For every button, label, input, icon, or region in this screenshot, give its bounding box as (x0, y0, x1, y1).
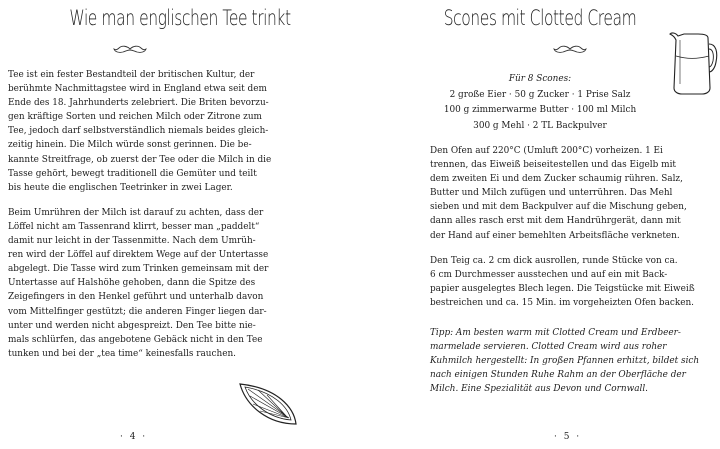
ingredient-line: 100 g zimmerwarme Butter · 100 ml Milch (443, 105, 637, 115)
text-line: bis heute die englischen Teetrinker in zwei Lager. (8, 182, 233, 193)
tip-line: nach einigen Stunden Ruhe Rahm an der Oberfläche der (430, 370, 686, 381)
text-line: Ende des 18. Jahrhunderts zelebriert. Die Briten bevorzu- (8, 98, 269, 109)
text-line: Tee, jedoch darf selbstverständlich niemals beides gleich- (8, 126, 269, 137)
text-line: vom Mittelfinger gestützt; die anderen Finger liegen dar- (8, 306, 267, 317)
text-line: Tasse gehört, bewegt traditionell die Gemüter und teilt (8, 168, 257, 179)
text-line: Tee ist ein fester Bestandteil der britischen Kultur, der (8, 70, 255, 80)
right-page (360, 0, 720, 449)
tip-line: Tipp: Am besten warm mit Clotted Cream und Erdbeer- (430, 328, 681, 338)
text-line: bestreichen und ca. 15 Min. im vorgeheizten Ofen backen. (430, 297, 695, 308)
text-line: zeitig hinein. Die Milch würde sonst gerinnen. Die be- (8, 140, 252, 151)
tip-line: Kuhmilch hergestellt: In großen Pfannen erhitzt, bildet sich (430, 356, 700, 367)
ingredient-line: 300 g Mehl · 2 TL Backpulver (473, 120, 607, 131)
text-line: tunken und bei der „tea time“ keinesfalls rauchen. (8, 348, 236, 359)
text-line: papier ausgelegtes Blech legen. Die Teigstücke mit Eiweiß (430, 283, 695, 294)
left-page-title: Wie man englischen Tee trinkt (69, 6, 291, 30)
mustache-ornament-icon (553, 44, 587, 56)
text-line: trennen, das Eiweiß beiseitestellen und das Eigelb mit (430, 160, 676, 171)
text-line: ren wird der Löffel auf direktem Wege auf der Untertasse (8, 250, 269, 261)
right-page-title: Scones mit Clotted Cream (443, 6, 637, 30)
text-line: Zeigefingers in den Henkel geführt und unterhalb davon (8, 292, 264, 303)
text-line: Den Teig ca. 2 cm dick ausrollen, runde Stücke von ca. (430, 255, 678, 266)
lemon-slice-icon (234, 368, 306, 430)
text-line: dann alles rasch erst mit dem Handrührgerät, dann mit (430, 216, 681, 227)
text-line: gen kräftige Sorten und reichen Milch oder Zitrone zum (8, 112, 262, 123)
page-number-left: · 4 · (120, 432, 148, 442)
recipe-tip (430, 326, 700, 396)
left-body-text (8, 68, 272, 372)
page-number-right: · 5 · (554, 432, 582, 442)
right-body-text (430, 144, 695, 321)
mustache-ornament-icon (113, 44, 147, 56)
text-line: Den Ofen auf 220°C (Umluft 200°C) vorheizen. 1 Ei (430, 146, 663, 156)
recipe-yield: Für 8 Scones: (508, 74, 572, 84)
tip-line: marmelade servieren. Clotted Cream wird aus roher (430, 342, 667, 353)
text-line: Beim Umrühren der Milch ist darauf zu achten, dass der (8, 207, 264, 218)
text-line: Butter und Milch zufügen und unterrühren. Das Mehl (430, 188, 673, 199)
text-line: Löffel nicht am Tassenrand klirrt, besser man „paddelt“ (8, 221, 260, 232)
text-line: mals schlürfen, das angebotene Gebäck nicht in den Tee (8, 334, 263, 345)
ingredient-line: 2 große Eier · 50 g Zucker · 1 Prise Salz (449, 89, 631, 100)
paragraph (430, 144, 690, 243)
text-line: sieben und mit dem Backpulver auf die Mischung geben, (430, 202, 687, 213)
text-line: abgelegt. Die Tasse wird zum Trinken gemeinsam mit der (8, 264, 269, 275)
text-line: damit nur leicht in der Tassenmitte. Nach dem Umrüh- (8, 236, 256, 247)
text-line: unter und werden nicht abgespreizt. Den Tee bitte nie- (8, 320, 256, 331)
text-line: berühmte Nachmittagstee wird in England etwa seit dem (8, 84, 267, 95)
tip-line: Milch. Eine Spezialität aus Devon und Cornwall. (430, 384, 648, 395)
text-line: kannte Streitfrage, ob zuerst der Tee oder die Milch in die (8, 154, 272, 165)
paragraph (430, 254, 695, 310)
text-line: dem zweiten Ei und dem Zucker schaumig rühren. Salz, (430, 174, 683, 185)
text-line: Untertasse auf Halshöhe gehoben, dann die Spitze des (8, 278, 256, 289)
text-line: der Hand auf einer bemehlten Arbeitsfläche verkneten. (430, 230, 680, 241)
text-line: 6 cm Durchmesser ausstechen und auf ein mit Back- (430, 269, 668, 280)
recipe-ingredients (360, 72, 720, 134)
paragraph (8, 206, 269, 361)
paragraph (8, 68, 272, 195)
